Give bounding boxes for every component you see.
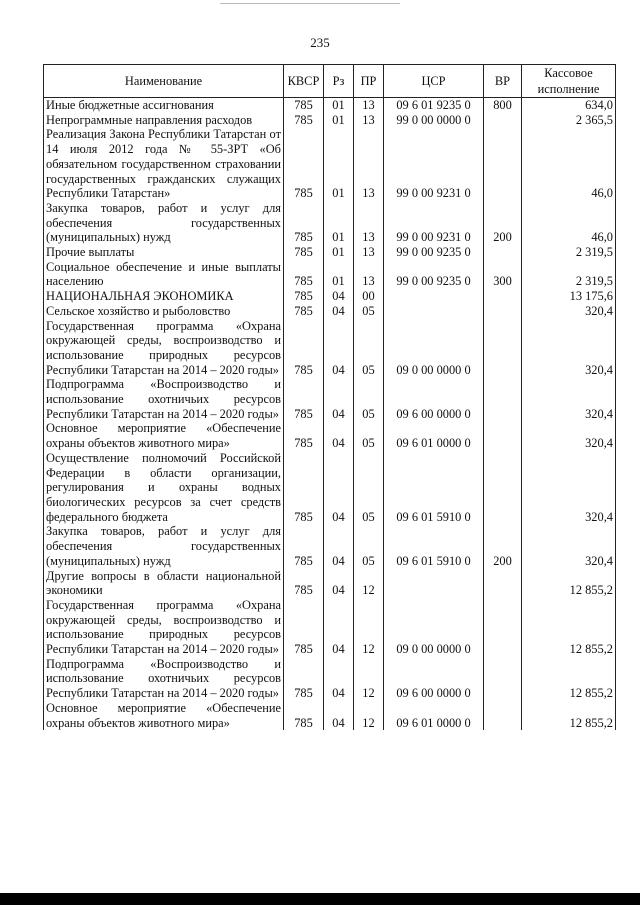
- header-name: Наименование: [44, 65, 284, 98]
- row-vr-cell: [484, 319, 522, 378]
- row-vr-cell: [484, 377, 522, 421]
- row-csr-cell: 99 0 00 9235 0: [384, 260, 484, 289]
- table-row: [44, 421, 616, 450]
- row-name-cell: Непрограммные направления расходов: [44, 113, 284, 128]
- row-csr-cell: 99 0 00 9235 0: [384, 245, 484, 260]
- table-row: [44, 657, 616, 701]
- row-kvsr-cell: 785: [284, 377, 324, 421]
- table-body: [44, 98, 616, 731]
- row-vr-cell: [484, 657, 522, 701]
- header-vr: ВР: [484, 65, 522, 98]
- row-name-cell: Закупка товаров, работ и услуг для обеспечения государственных (муниципальных) нужд: [44, 201, 284, 245]
- row-csr-cell: 09 6 01 5910 0: [384, 451, 484, 525]
- row-pr-cell: 13: [354, 113, 384, 128]
- row-rz-cell: 04: [324, 569, 354, 598]
- row-amount-cell: 2 365,5: [522, 113, 616, 128]
- row-kvsr-cell: 785: [284, 701, 324, 730]
- scan-bottom-edge: [0, 893, 640, 905]
- row-name-cell: Основное мероприятие «Обеспечение охраны объектов животного мира»: [44, 421, 284, 450]
- row-amount-cell: 12 855,2: [522, 657, 616, 701]
- row-kvsr-cell: 785: [284, 598, 324, 657]
- row-amount-cell: 12 855,2: [522, 569, 616, 598]
- table-row: [44, 377, 616, 421]
- row-name-cell: Подпрограмма «Воспроизводство и использование охотничьих ресурсов Республики Татарстан на 2014 – 2020 годы»: [44, 657, 284, 701]
- row-name-cell: Иные бюджетные ассигнования: [44, 98, 284, 113]
- row-pr-cell: 12: [354, 657, 384, 701]
- table-row: [44, 113, 616, 128]
- budget-table: [43, 64, 616, 730]
- row-kvsr-cell: 785: [284, 451, 324, 525]
- row-amount-cell: 2 319,5: [522, 260, 616, 289]
- row-rz-cell: 04: [324, 304, 354, 319]
- row-kvsr-cell: 785: [284, 421, 324, 450]
- header-rz: Рз: [324, 65, 354, 98]
- row-amount-cell: 320,4: [522, 377, 616, 421]
- row-pr-cell: 13: [354, 98, 384, 113]
- table-header-row: [44, 65, 616, 98]
- row-pr-cell: 00: [354, 289, 384, 304]
- row-amount-cell: 46,0: [522, 127, 616, 201]
- row-name-cell: Закупка товаров, работ и услуг для обеспечения государственных (муниципальных) нужд: [44, 524, 284, 568]
- row-name-cell: Реализация Закона Республики Татарстан от 14 июля 2012 года № 55-ЗРТ «Об обязательном государственном страховании государственных гражданских служащих Республики Татарстан»: [44, 127, 284, 201]
- row-vr-cell: [484, 304, 522, 319]
- row-kvsr-cell: 785: [284, 319, 324, 378]
- row-pr-cell: 13: [354, 201, 384, 245]
- row-vr-cell: [484, 598, 522, 657]
- row-kvsr-cell: 785: [284, 657, 324, 701]
- row-vr-cell: 200: [484, 201, 522, 245]
- row-pr-cell: 13: [354, 260, 384, 289]
- row-pr-cell: 05: [354, 421, 384, 450]
- row-csr-cell: 99 0 00 0000 0: [384, 113, 484, 128]
- row-vr-cell: 800: [484, 98, 522, 113]
- table-row: [44, 245, 616, 260]
- row-kvsr-cell: 785: [284, 569, 324, 598]
- header-pr: ПР: [354, 65, 384, 98]
- row-amount-cell: 320,4: [522, 524, 616, 568]
- row-rz-cell: 01: [324, 113, 354, 128]
- row-rz-cell: 01: [324, 127, 354, 201]
- row-vr-cell: 300: [484, 260, 522, 289]
- row-amount-cell: 320,4: [522, 319, 616, 378]
- row-rz-cell: 04: [324, 377, 354, 421]
- row-rz-cell: 01: [324, 98, 354, 113]
- row-kvsr-cell: 785: [284, 260, 324, 289]
- row-kvsr-cell: 785: [284, 98, 324, 113]
- row-pr-cell: 05: [354, 377, 384, 421]
- table-row: [44, 319, 616, 378]
- table-row: [44, 201, 616, 245]
- row-amount-cell: 12 855,2: [522, 701, 616, 730]
- row-csr-cell: 09 0 00 0000 0: [384, 598, 484, 657]
- row-rz-cell: 04: [324, 421, 354, 450]
- row-pr-cell: 05: [354, 524, 384, 568]
- row-vr-cell: [484, 289, 522, 304]
- row-vr-cell: [484, 113, 522, 128]
- page-number: 235: [310, 35, 330, 50]
- row-amount-cell: 320,4: [522, 451, 616, 525]
- table-row: [44, 98, 616, 113]
- table-row: [44, 524, 616, 568]
- table-row: [44, 127, 616, 201]
- row-vr-cell: [484, 245, 522, 260]
- row-kvsr-cell: 785: [284, 304, 324, 319]
- row-csr-cell: 09 6 00 0000 0: [384, 377, 484, 421]
- row-csr-cell: [384, 289, 484, 304]
- row-rz-cell: 01: [324, 245, 354, 260]
- row-name-cell: Сельское хозяйство и рыболовство: [44, 304, 284, 319]
- row-amount-cell: 634,0: [522, 98, 616, 113]
- table-row: [44, 701, 616, 730]
- row-vr-cell: [484, 569, 522, 598]
- table-row: [44, 569, 616, 598]
- row-rz-cell: 04: [324, 451, 354, 525]
- row-rz-cell: 04: [324, 701, 354, 730]
- row-csr-cell: 09 6 01 9235 0: [384, 98, 484, 113]
- row-pr-cell: 05: [354, 319, 384, 378]
- row-kvsr-cell: 785: [284, 289, 324, 304]
- row-rz-cell: 04: [324, 598, 354, 657]
- row-pr-cell: 13: [354, 245, 384, 260]
- row-pr-cell: 05: [354, 304, 384, 319]
- row-csr-cell: 09 6 01 0000 0: [384, 421, 484, 450]
- table-row: [44, 304, 616, 319]
- row-kvsr-cell: 785: [284, 245, 324, 260]
- row-csr-cell: 99 0 00 9231 0: [384, 201, 484, 245]
- table-row: [44, 598, 616, 657]
- row-csr-cell: 09 0 00 0000 0: [384, 319, 484, 378]
- row-csr-cell: 09 6 01 0000 0: [384, 701, 484, 730]
- row-csr-cell: [384, 304, 484, 319]
- row-csr-cell: [384, 569, 484, 598]
- row-vr-cell: [484, 451, 522, 525]
- table-row: [44, 289, 616, 304]
- header-kvsr: КВСР: [284, 65, 324, 98]
- row-vr-cell: [484, 421, 522, 450]
- row-pr-cell: 12: [354, 598, 384, 657]
- row-name-cell: Государственная программа «Охрана окружающей среды, воспроизводство и использование природных ресурсов Республики Татарстан на 2014 – 2020 годы»: [44, 319, 284, 378]
- table-row: [44, 451, 616, 525]
- row-csr-cell: 99 0 00 9231 0: [384, 127, 484, 201]
- row-name-cell: Подпрограмма «Воспроизводство и использование охотничьих ресурсов Республики Татарстан на 2014 – 2020 годы»: [44, 377, 284, 421]
- table-row: [44, 260, 616, 289]
- scan-artifact-line: [220, 3, 400, 4]
- header-amount: Кассовое исполнение: [522, 65, 616, 98]
- row-pr-cell: 13: [354, 127, 384, 201]
- row-name-cell: НАЦИОНАЛЬНАЯ ЭКОНОМИКА: [44, 289, 284, 304]
- header-csr: ЦСР: [384, 65, 484, 98]
- row-name-cell: Государственная программа «Охрана окружающей среды, воспроизводство и использование природных ресурсов Республики Татарстан на 2014 – 2020 годы»: [44, 598, 284, 657]
- row-kvsr-cell: 785: [284, 113, 324, 128]
- row-csr-cell: 09 6 01 5910 0: [384, 524, 484, 568]
- row-vr-cell: [484, 701, 522, 730]
- row-rz-cell: 04: [324, 319, 354, 378]
- row-amount-cell: 46,0: [522, 201, 616, 245]
- row-vr-cell: 200: [484, 524, 522, 568]
- row-kvsr-cell: 785: [284, 201, 324, 245]
- row-pr-cell: 12: [354, 569, 384, 598]
- row-amount-cell: 320,4: [522, 304, 616, 319]
- row-name-cell: Другие вопросы в области национальной экономики: [44, 569, 284, 598]
- row-rz-cell: 01: [324, 260, 354, 289]
- row-name-cell: Социальное обеспечение и иные выплаты населению: [44, 260, 284, 289]
- row-rz-cell: 04: [324, 657, 354, 701]
- row-name-cell: Основное мероприятие «Обеспечение охраны объектов животного мира»: [44, 701, 284, 730]
- row-pr-cell: 05: [354, 451, 384, 525]
- row-kvsr-cell: 785: [284, 524, 324, 568]
- row-rz-cell: 04: [324, 289, 354, 304]
- row-amount-cell: 12 855,2: [522, 598, 616, 657]
- row-rz-cell: 04: [324, 524, 354, 568]
- row-amount-cell: 320,4: [522, 421, 616, 450]
- row-name-cell: Прочие выплаты: [44, 245, 284, 260]
- row-amount-cell: 13 175,6: [522, 289, 616, 304]
- row-pr-cell: 12: [354, 701, 384, 730]
- row-name-cell: Осуществление полномочий Российской Федерации в области организации, регулирования и охраны водных биологических ресурсов за счет средств федерального бюджета: [44, 451, 284, 525]
- row-amount-cell: 2 319,5: [522, 245, 616, 260]
- row-csr-cell: 09 6 00 0000 0: [384, 657, 484, 701]
- row-vr-cell: [484, 127, 522, 201]
- row-kvsr-cell: 785: [284, 127, 324, 201]
- row-rz-cell: 01: [324, 201, 354, 245]
